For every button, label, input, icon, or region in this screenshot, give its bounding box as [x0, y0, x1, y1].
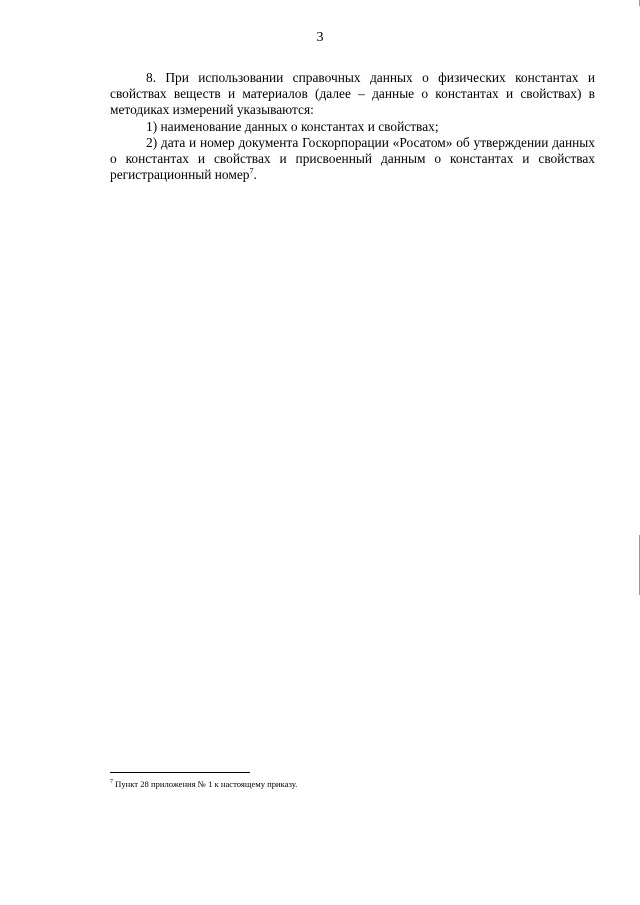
footnote-separator [110, 772, 250, 773]
footnote [110, 779, 595, 790]
footnote-marker: 7 [110, 779, 113, 786]
list-item-1: 1) наименование данных о константах и свойствах; [146, 118, 439, 134]
footnote-text: Пункт 28 приложения № 1 к настоящему приказу. [113, 779, 298, 789]
paragraph-8: 8. При использовании справочных данных о физических константах и свойствах веществ и материалов (далее – данные о константах и свойствах) в методиках измерений указываются: [110, 70, 595, 118]
list-item-2-end: . [253, 167, 257, 183]
list-item-2-text: 2) дата и номер документа Госкорпорации «Росатом» об утверждении данных о константах и свойствах и присвоенный данным о константах и свойствах регистрационный номер [110, 134, 595, 183]
footnote-reference: 7 [249, 166, 254, 176]
document-body [110, 70, 595, 183]
page-number: 3 [316, 30, 324, 45]
list-item-2 [110, 135, 595, 184]
